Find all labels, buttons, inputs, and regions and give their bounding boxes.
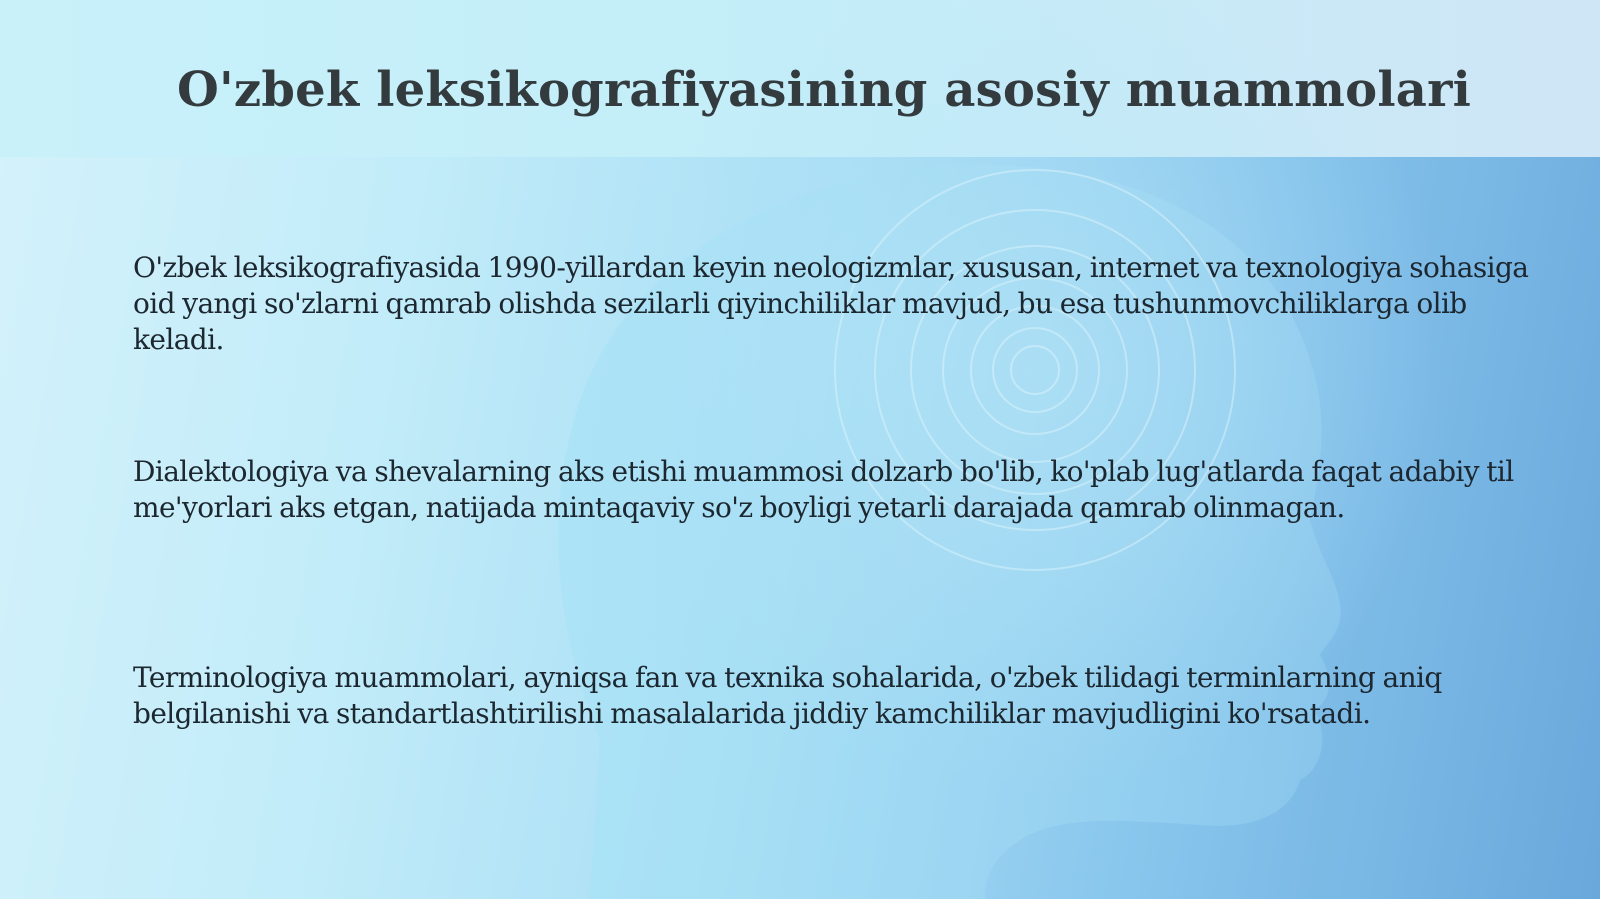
paragraph-terminology: Terminologiya muammolari, ayniqsa fan va texnika sohalarida, o'zbek tilidagi terminlarning aniq belgilanishi va standartlashtirilishi masalalarida jiddiy kamchiliklar mavjudligini ko'rsatadi. xyxy=(133,661,1442,730)
paragraph-neologisms: O'zbek leksikografiyasida 1990-yillardan keyin neologizmlar, xususan, internet va texnologiya sohasiga oid yangi so'zlarni qamrab olishda sezilarli qiyinchiliklar mavjud, bu esa tushunmovchiliklarga olib keladi. xyxy=(133,251,1529,356)
paragraph-dialectology: Dialektologiya va shevalarning aks etishi muammosi dolzarb bo'lib, ko'plab lug'atlarda faqat adabiy til me'yorlari aks etgan, natijada mintaqaviy so'z boyligi yetarli darajada qamrab olinmagan. xyxy=(133,455,1514,524)
slide-title: O'zbek leksikografiyasining asosiy muammolari xyxy=(176,62,1472,118)
